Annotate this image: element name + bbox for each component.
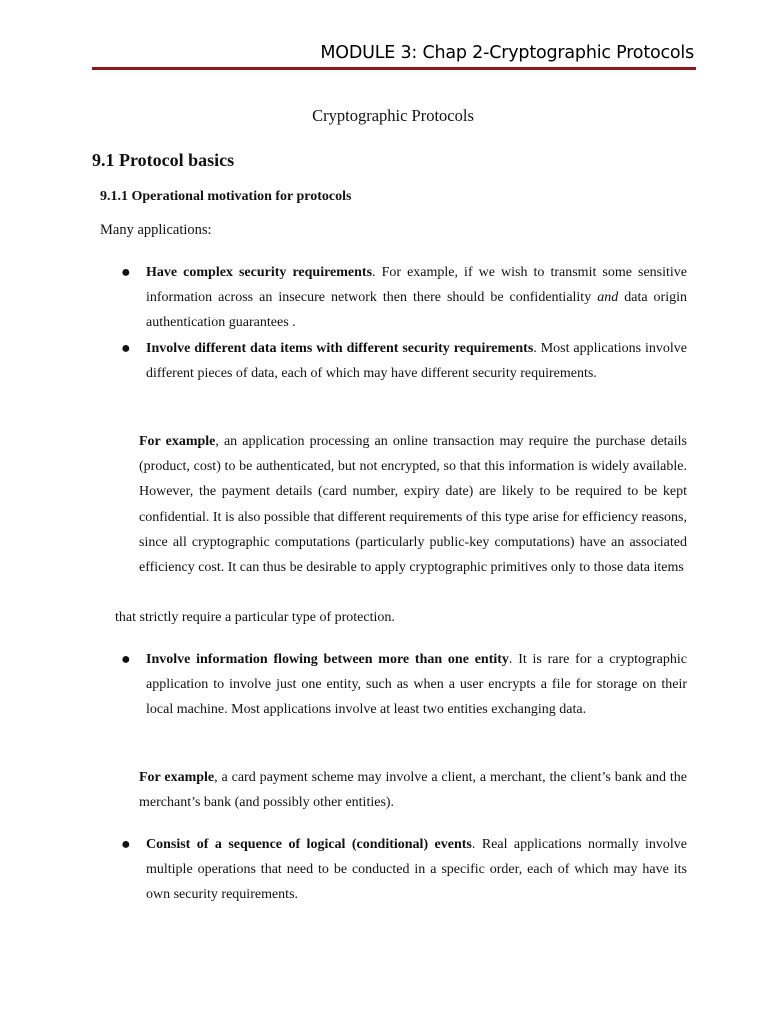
bullet-item — [146, 647, 687, 722]
bullet-lead: Involve information flowing between more than one entity — [146, 652, 509, 667]
bullet-item — [146, 260, 687, 335]
bullet-item — [146, 832, 687, 907]
module-title: MODULE 3: Chap 2-Cryptographic Protocols — [320, 43, 694, 63]
example-text: , a card payment scheme may involve a client, a merchant, the client’s bank and the merchant’s bank (and possibly other entities). — [139, 770, 688, 811]
header-rule — [92, 67, 696, 70]
bullet-text: . For example, if we wish to transmit some sensitive information across an insecure network then there should be confidentiality — [146, 265, 687, 305]
example-lead: For example — [139, 770, 215, 785]
bullet-item — [146, 336, 687, 386]
bullet-text-end: data origin authentication guarantees . — [146, 290, 688, 330]
document-title: Cryptographic Protocols — [312, 106, 474, 125]
bullet-lead: Consist of a sequence of logical (conditional) events — [146, 837, 472, 852]
bullet-icon: ● — [121, 264, 131, 281]
bullet-icon: ● — [121, 836, 131, 853]
example-paragraph — [139, 765, 687, 815]
example-lead: For example — [139, 434, 216, 449]
bullet-icon: ● — [121, 340, 131, 357]
example-paragraph — [139, 429, 687, 580]
bullet-emphasis: and — [597, 290, 619, 305]
bullet-lead: Have complex security requirements — [146, 265, 373, 280]
example-trailing-line: that strictly require a particular type of protection. — [115, 610, 395, 625]
subsection-heading: 9.1.1 Operational motivation for protocols — [100, 189, 352, 204]
bullet-icon: ● — [121, 651, 131, 668]
example-text: , an application processing an online transaction may require the purchase details (product, cost) to be authenticated, but not encrypted, so that this information is widely available. However, the payment details (card number, expiry date) are likely to be required to be kept confidential. It is also possible that different requirements of this type arise for efficiency reasons, since all cryptographic computations (particularly public-key computations) have an associated efficiency cost. It can thus be desirable to apply cryptographic primitives only to those data items — [139, 434, 687, 576]
bullet-text: . It is rare for a cryptographic application to involve just one entity, such as when a user encrypts a file for storage on their local machine. Most applications involve at least two entities exchanging data. — [146, 652, 687, 717]
bullet-text: . Most applications involve different pieces of data, each of which may have different security requirements. — [146, 341, 688, 381]
bullet-text: . Real applications normally involve multiple operations that need to be conducted in a specific order, each of which may have its own security requirements. — [146, 837, 688, 902]
bullet-lead: Involve different data items with different security requirements — [146, 341, 534, 356]
section-heading: 9.1 Protocol basics — [92, 150, 235, 170]
intro-text: Many applications: — [100, 222, 212, 238]
